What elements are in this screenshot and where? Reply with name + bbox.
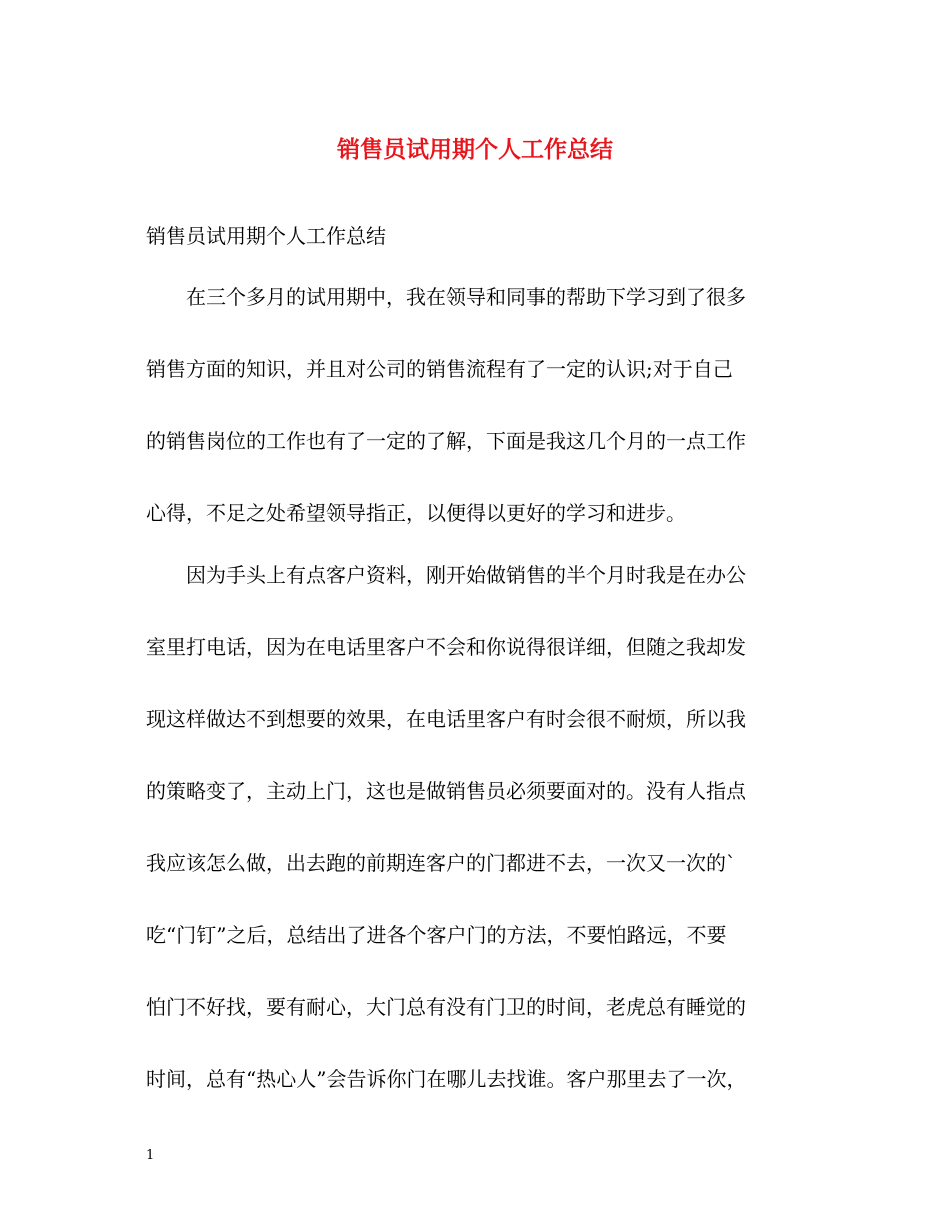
body-line-1: 在三个多月的试用期中，我在领导和同事的帮助下学习到了很多 [186,285,746,309]
body-line-5: 因为手头上有点客户资料，刚开始做销售的半个月时我是在办公 [186,563,746,587]
body-line-3: 的销售岗位的工作也有了一定的了解，下面是我这几个月的一点工作 [146,429,746,453]
body-line-6: 室里打电话，因为在电话里客户不会和你说得很详细，但随之我却发 [146,635,746,659]
body-line-8: 的策略变了，主动上门，这也是做销售员必须要面对的。没有人指点 [146,779,746,803]
body-line-12: 时间，总有“热心人”会告诉你门在哪儿去找谁。客户那里去了一次， [146,1067,747,1091]
body-line-7: 现这样做达不到想要的效果，在电话里客户有时会很不耐烦，所以我 [146,707,746,731]
page-number: 1 [146,1148,155,1163]
body-line-2: 销售方面的知识，并且对公司的销售流程有了一定的认识;对于自己 [146,357,733,381]
document-title: 销售员试用期个人工作总结 [337,136,613,163]
document-subtitle: 销售员试用期个人工作总结 [146,224,386,248]
body-line-4: 心得，不足之处希望领导指正，以便得以更好的学习和进步。 [146,501,686,525]
body-line-10: 吃“门钉”之后，总结出了进各个客户门的方法，不要怕路远，不要 [146,923,727,947]
body-line-11: 怕门不好找，要有耐心，大门总有没有门卫的时间，老虎总有睡觉的 [146,995,746,1019]
body-line-9: 我应该怎么做，出去跑的前期连客户的门都进不去，一次又一次的` [146,851,736,875]
